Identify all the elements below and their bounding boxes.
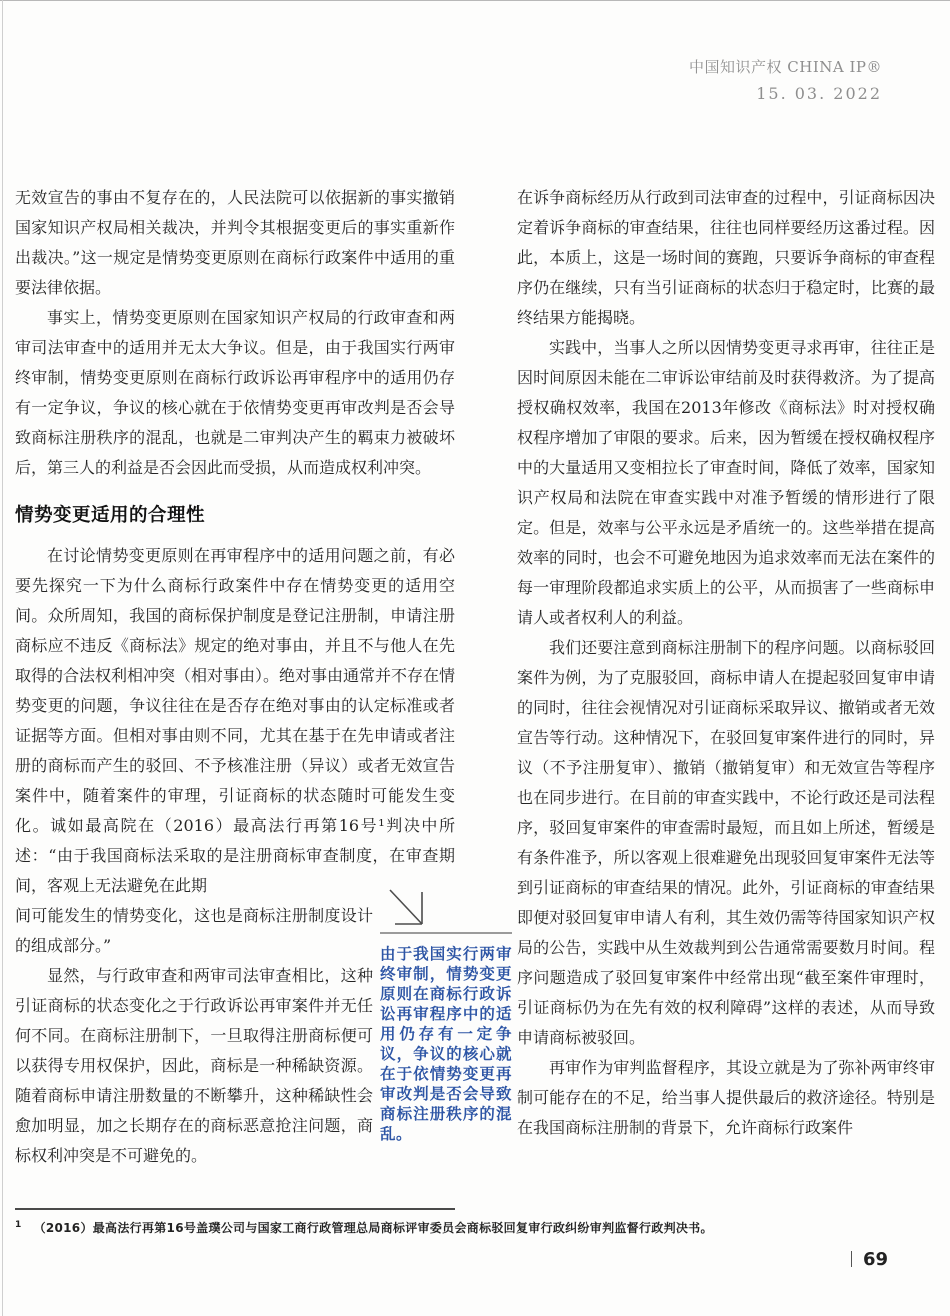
- paragraph: 在诉争商标经历从行政到司法审查的过程中，引证商标因决定着诉争商标的审查结果，往往也同样要经历这番过程。因此，本质上，这是一场时间的赛跑，只要诉争商标的审查程序仍在继续，只有当引证商标的状态归于稳定时，比赛的最终结果方能揭晓。: [517, 188, 935, 327]
- paragraph: 显然，与行政审查和两审司法审查相比，这种引证商标的状态变化之于行政诉讼再审案件并无任何不同。在商标注册制下，一旦取得注册商标便可以获得专用权保护，因此，商标是一种稀缺资源。随着商标申请注册数量的不断攀升，这种稀缺性会愈加明显，加之长期存在的商标恶意抢注问题，商标权利冲突是不可避免的。: [15, 966, 373, 1165]
- paragraph: 我们还要注意到商标注册制下的程序问题。以商标驳回案件为例，为了克服驳回，商标申请人在提起驳回复审申请的同时，往往会视情况对引证商标采取异议、撤销或者无效宣告等行动。这种情况下，在驳回复审案件进行的同时，异议（不予注册复审）、撤销（撤销复审）和无效宣告等程序也在同步进行。在目前的审查实践中，不论行政还是司法程序，驳回复审案件的审查需时最短，而且如上所述，暂缓是有条件准予，所以客观上很难避免出现驳回复审案件无法等到引证商标的审查结果的情况。此外，引证商标的审查结果即便对驳回复审申请人有利，其生效仍需等待国家知识产权局的公告，实践中从生效裁判到公告通常需要数月时间。程序问题造成了驳回复审案件中经常出现“截至案件审理时，引证商标仍为在先有效的权利障碍”这样的表述，从而导致申请商标被驳回。: [517, 638, 935, 1047]
- magazine-title: 中国知识产权 CHINA IP®: [689, 58, 882, 76]
- footnote-rule: [15, 1208, 455, 1210]
- footnote-text: （2016）最高法行再第16号盖璞公司与国家工商行政管理总局商标评审委员会商标驳回复审行政纠纷审判监督行政判决书。: [33, 1221, 713, 1235]
- page-number-value: 69: [862, 1249, 888, 1270]
- page-number-divider: [851, 1251, 852, 1267]
- paragraph: 在讨论情势变更原则在再审程序中的适用问题之前，有必要先探究一下为什么商标行政案件中存在情势变更的适用空间。众所周知，我国的商标保护制度是登记注册制，申请注册商标应不违反《商标法》规定的绝对事由，并且不与他人在先取得的合法权利相冲突（相对事由）。绝对事由通常并不存在情势变更的问题，争议往往在是否存在绝对事由的认定标准或者证据等方面。但相对事由则不同，尤其在基于在先申请或者注册的商标而产生的驳回、不予核准注册（异议）或者无效宣告案件中，随着案件的审理，引证商标的状态随时可能发生变化。诚如最高院在（2016）最高法行再第16号¹判决中所述：“由于我国商标法采取的是注册商标审查制度，在审查期间，客观上无法避免在此期: [15, 546, 456, 895]
- scan-edge-top: [0, 0, 950, 1]
- footnote-text-line: [15, 1219, 937, 1236]
- page-number: [851, 1249, 888, 1270]
- issue-date: 15. 03. 2022: [756, 84, 882, 103]
- paragraph: 事实上，情势变更原则在国家知识产权局的行政审查和两审司法审查中的适用并无太大争议。但是，由于我国实行两审终审制，情势变更原则在商标行政诉讼再审程序中的适用仍存有一定争议，争议的核心就在于依情势变更再审改判是否会导致商标注册秩序的混乱，也就是二审判决产生的羁束力被破坏后，第三人的利益是否会因此而受损，从而造成权利冲突。: [15, 308, 455, 477]
- paragraph: 再审作为审判监督程序，其设立就是为了弥补两审终审制可能存在的不足，给当事人提供最后的救济途径。特别是在我国商标注册制的背景下，允许商标行政案件: [517, 1058, 935, 1137]
- footnote: [15, 1208, 937, 1236]
- paragraph: 实践中，当事人之所以因情势变更寻求再审，往往正是因时间原因未能在二审诉讼审结前及时获得救济。为了提高授权确权效率，我国在2013年修改《商标法》时对授权确权程序增加了审限的要求。后来，因为暂缓在授权确权程序中的大量适用又变相拉长了审查时间，降低了效率，国家知识产权局和法院在审查实践中对准予暂缓的情形进行了限定。但是，效率与公平永远是矛盾统一的。这些举措在提高效率的同时，也会不可避免地因为追求效率而无法在案件的每一审理阶段都追求实质上的公平，从而损害了一些商标申请人或者权利人的利益。: [517, 338, 935, 627]
- paragraph: 间可能发生的情势变化，这也是商标注册制度设计的组成部分。”: [15, 906, 373, 955]
- arrow-down-right-icon: [386, 884, 428, 928]
- footnote-marker: 1: [15, 1220, 22, 1230]
- pull-quote-rule: [380, 932, 512, 934]
- pull-quote-text: 由于我国实行两审终审制，情势变更原则在商标行政诉讼再审程序中的适用仍存有一定争议，争议的核心就在于依情势变更再审改判是否会导致商标注册秩序的混乱。: [380, 945, 512, 1143]
- pull-quote: [380, 884, 512, 1144]
- page-header: [689, 56, 882, 103]
- right-column: [517, 183, 935, 1143]
- section-heading: 情势变更适用的合理性: [15, 505, 206, 526]
- scan-edge-left: [2, 0, 3, 1316]
- paragraph: 无效宣告的事由不复存在的，人民法院可以依据新的事实撤销国家知识产权局相关裁决，并判令其根据变更后的事实重新作出裁决。”这一规定是情势变更原则在商标行政案件中适用的重要法律依据。: [15, 188, 455, 297]
